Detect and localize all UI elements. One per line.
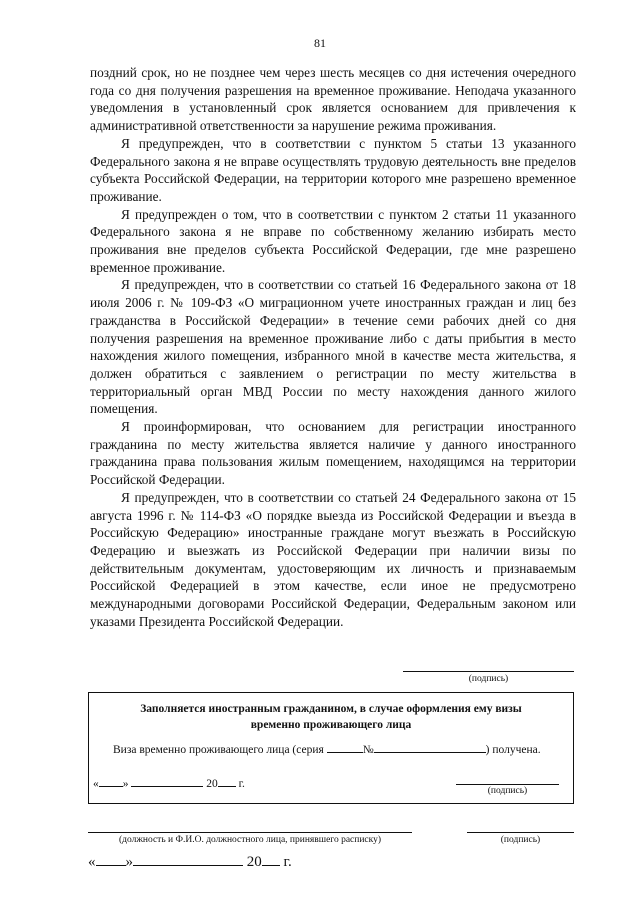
signature-caption: (подпись) bbox=[468, 674, 509, 684]
visa-series-field[interactable] bbox=[327, 741, 363, 753]
paragraph-1: поздний срок, но не позднее чем через шесть месяцев со дня истечения очередного года со дня получения разрешения на временное проживание. Неподача указанного уведомления в установленный срок является основанием для привлечения к административной ответственности за нарушение режима проживания. bbox=[90, 65, 576, 134]
visa-prefix: Виза временно проживающего лица (серия bbox=[113, 744, 324, 756]
visa-row bbox=[113, 741, 541, 756]
receipt-date-close-quote: » bbox=[125, 854, 133, 870]
visa-number-field[interactable] bbox=[374, 741, 486, 753]
date-close-quote: » bbox=[122, 778, 129, 790]
paragraph-2: Я предупрежден, что в соответствии с пунктом 5 статьи 13 указанного Федерального закона я не вправе осуществлять трудовую деятельность вне пределов субъекта Российской Федерации, на территории которого мне разрешено временное проживание. bbox=[90, 135, 576, 204]
paragraph-3: Я предупрежден о том, что в соответствии с пунктом 2 статьи 11 указанного Федерального закона я не вправе по собственному желанию избирать место проживания вне пределов субъекта Российской Федерации, где мне разрешено временное проживание. bbox=[90, 206, 576, 275]
receipt-date-row bbox=[88, 851, 292, 871]
document-body bbox=[90, 64, 576, 631]
date-year-suffix: г. bbox=[238, 778, 245, 790]
visa-section-header-line2: временно проживающего лица bbox=[250, 719, 412, 731]
page-number: 81 bbox=[314, 36, 326, 50]
receipt-date-open-quote: « bbox=[88, 854, 96, 870]
date-month-field[interactable] bbox=[131, 775, 203, 787]
visa-section-box bbox=[88, 692, 574, 804]
visa-section-header-line1: Заполняется иностранным гражданином, в случае оформления ему визы bbox=[140, 703, 522, 715]
official-signature-caption: (подпись) bbox=[500, 835, 541, 845]
paragraph-6: Я предупрежден, что в соответствии со статьей 24 Федерального закона от 15 августа 1996 г. № 114-ФЗ «О порядке выезда из Российской Федерации и въезда в Российскую Федерацию» иностранные граждане могут въезжать в Российскую Федерацию и выезжать из Российской Федерации при наличии визы по действительным документам, удостоверяющим их личность и признаваемым Российской Федерацией в этом качестве, если иное не предусмотрено международными договорами Российской Федерации, Федеральным законом или указами Президента Российской Федерации. bbox=[90, 489, 576, 629]
receipt-date-year-prefix: 20 bbox=[246, 854, 262, 870]
date-year-field[interactable] bbox=[218, 775, 236, 787]
receipt-date-year-suffix: г. bbox=[283, 854, 292, 870]
date-year-prefix: 20 bbox=[206, 778, 218, 790]
visa-signature-caption: (подпись) bbox=[487, 786, 528, 796]
receipt-date-day-field[interactable] bbox=[96, 851, 126, 866]
receipt-date-year-field[interactable] bbox=[262, 851, 280, 866]
official-name-line bbox=[88, 832, 412, 833]
official-caption: (должность и Ф.И.О. должностного лица, принявшего расписку) bbox=[118, 835, 382, 845]
visa-section-header bbox=[89, 701, 573, 733]
visa-date-row bbox=[93, 775, 245, 790]
visa-suffix: ) получена. bbox=[485, 744, 541, 756]
visa-signature-line bbox=[456, 784, 559, 785]
visa-number-sign: № bbox=[362, 744, 374, 756]
signature-line bbox=[403, 671, 574, 672]
date-open-quote: « bbox=[93, 778, 99, 790]
official-signature-line bbox=[467, 832, 574, 833]
date-day-field[interactable] bbox=[99, 775, 123, 787]
paragraph-4: Я предупрежден, что в соответствии со статьей 16 Федерального закона от 18 июля 2006 г. № 109-ФЗ «О миграционном учете иностранных граждан и лиц без гражданства в Российской Федерации» в течение семи рабочих дней со дня получения разрешения на временное проживание либо с даты прибытия в место нахождения жилого помещения, избранного мной в качестве места жительства, я должен обратиться с заявлением о регистрации по месту жительства в территориальный орган МВД России по месту нахождения данного жилого помещения. bbox=[90, 277, 576, 417]
receipt-date-month-field[interactable] bbox=[133, 851, 243, 866]
paragraph-5: Я проинформирован, что основанием для регистрации иностранного гражданина по месту жительства является наличие у данного иностранного гражданина права пользования жилым помещением, находящимся на территории Российской Федерации. bbox=[90, 419, 576, 488]
